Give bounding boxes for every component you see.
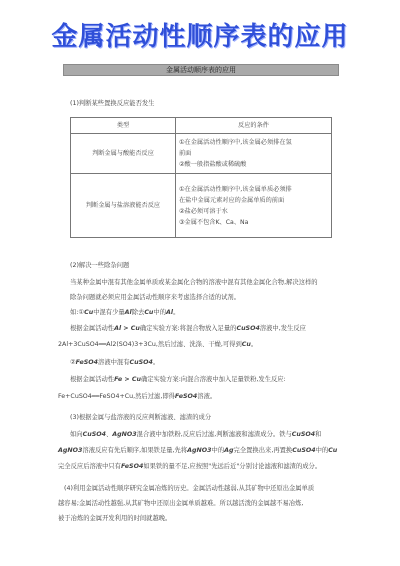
example-line	[70, 359, 159, 367]
table-header-cell: 反应的条件	[176, 118, 332, 134]
text-run: 。	[250, 341, 258, 348]
formula: FeSO4	[174, 393, 198, 400]
text-run: 完全置换出来,再置换	[233, 447, 293, 454]
section3-heading: (3)根据金属与盐溶液的反应判断滤液、滤渣的成分	[70, 414, 212, 421]
text-run: 如:①	[70, 309, 85, 316]
paragraph-line	[58, 463, 321, 471]
formula: CuSO4	[129, 359, 153, 366]
paragraph-line	[58, 447, 337, 455]
condition-line: 在盐中金属元素对应的金属单质的前面	[179, 196, 285, 204]
table-row	[71, 134, 332, 174]
formula: CuSO4	[236, 325, 260, 332]
paragraph-line: 除杂问题就必须应用金属活动性顺序来考虑选择合适的试剂。	[70, 294, 241, 301]
text-run: 确定实验方案:将混合物放入足量的	[139, 325, 237, 332]
text-run: 如向	[70, 431, 83, 438]
text-run: 混合液中加铁粉,反应后过滤,判断滤液和滤渣成分。铁与	[136, 431, 292, 438]
text-run: 根据金属活动性	[70, 376, 115, 383]
table-cell-type: 判断金属与酸能否反应	[71, 134, 176, 174]
text-run: 中的	[315, 447, 329, 454]
text-run: 。	[152, 359, 160, 366]
section1-heading: (1)判断某些置换反应能否发生	[70, 100, 155, 107]
formula: Cu	[241, 341, 251, 348]
example-line	[70, 325, 306, 333]
formula: AgNO3	[187, 447, 212, 454]
formula: Fe > Cu	[114, 376, 141, 383]
text-run: 溶液反应有先后顺序,如果铁足量,先将	[82, 447, 188, 454]
paragraph-line: 被于冶炼的金属开发利用的时间就越晚。	[58, 515, 172, 522]
formula: CuSO4	[82, 431, 106, 438]
text-run: 中的	[153, 309, 167, 316]
table-cell-conditions	[176, 174, 332, 238]
formula: AgNO3	[112, 431, 137, 438]
condition-line: 前面	[179, 150, 192, 157]
formula: FeSO4	[75, 359, 99, 366]
table-header-row	[71, 118, 332, 134]
page-title: 金属活动性顺序表的应用	[51, 22, 349, 52]
formula: Al	[124, 309, 132, 316]
text-run: 根据金属活动性	[70, 325, 115, 332]
formula: CuSO4	[291, 431, 316, 438]
text-run: 中的	[211, 447, 225, 454]
equation-line	[58, 393, 216, 401]
formula: Cu	[144, 309, 154, 316]
paragraph-line: 越容易;金属活动性越强,从其矿物中还原出金属单质越难。所以越活泼的金属越不易冶炼,	[58, 500, 304, 507]
text-run: 确定实验方案:向混合溶液中加入足量铁粉,发生反应:	[140, 376, 286, 383]
condition-line: ②酸一般指盐酸或稀硫酸	[179, 161, 247, 168]
table-row	[71, 174, 332, 238]
formula: Al	[166, 309, 174, 316]
section2-heading: (2)解决一些除杂问题	[70, 262, 130, 269]
table-header-cell: 类型	[71, 118, 176, 134]
text-run: 如果铁的量不足,应按照"先远后近"分别讨论滤液和滤渣的成分。	[143, 463, 322, 470]
text-run: 和	[315, 431, 322, 438]
condition-line: ①在金属活动性顺序中,该金属单质必须排	[179, 185, 292, 193]
text-run: 溶液。	[197, 393, 217, 400]
paragraph-line: (4)利用金属活动性顺序研究金属冶炼的历史。金属活动性越弱,从其矿物中还原出金属单质	[64, 485, 315, 492]
reaction-conditions-table	[70, 117, 332, 238]
condition-line: ③金属不包含K、Ca、Na	[179, 218, 249, 226]
formula: CuSO4	[292, 447, 316, 454]
paragraph-line	[70, 431, 321, 439]
formula: AgNO3	[58, 447, 83, 454]
formula: Cu	[328, 447, 338, 454]
text-run: 除去	[131, 309, 145, 316]
section-banner: 金属活动顺序表的应用	[63, 64, 339, 76]
equation: Fe+CuSO4══FeSO4+Cu,然后过滤,即得	[58, 393, 175, 400]
table-cell-conditions	[176, 134, 332, 174]
equation-line	[58, 341, 257, 349]
formula: Al > Cu	[114, 325, 140, 332]
text-run: 。	[173, 309, 180, 316]
text-run: 、	[105, 431, 113, 438]
text-run: ②	[70, 359, 76, 366]
condition-line: ①在金属活动性顺序中,该金属必须排在氢	[179, 139, 292, 146]
equation: 2Al+3CuSO4══Al2(SO4)3+3Cu,然后过滤、洗涤、干燥,可得到	[58, 341, 242, 348]
example-line	[70, 309, 179, 317]
formula: FeSO4	[120, 463, 144, 470]
text-run: 中混有少量	[93, 309, 125, 316]
formula: Cu	[84, 309, 94, 316]
table-cell-type: 判断金属与盐溶液能否反应	[71, 174, 176, 238]
text-run: 溶液中混有	[98, 359, 130, 366]
text-run: 溶液中,发生反应	[259, 325, 306, 332]
formula: Ag	[224, 447, 234, 454]
condition-line: ②盐必须可溶于水	[179, 207, 228, 215]
text-run: 完全反应后溶液中只有	[58, 463, 121, 470]
example-line	[70, 376, 286, 384]
paragraph-line: 当某种金属中混有其他金属单质或某金属化合物的溶液中混有其他金属化合物,解决这样的	[70, 279, 318, 286]
